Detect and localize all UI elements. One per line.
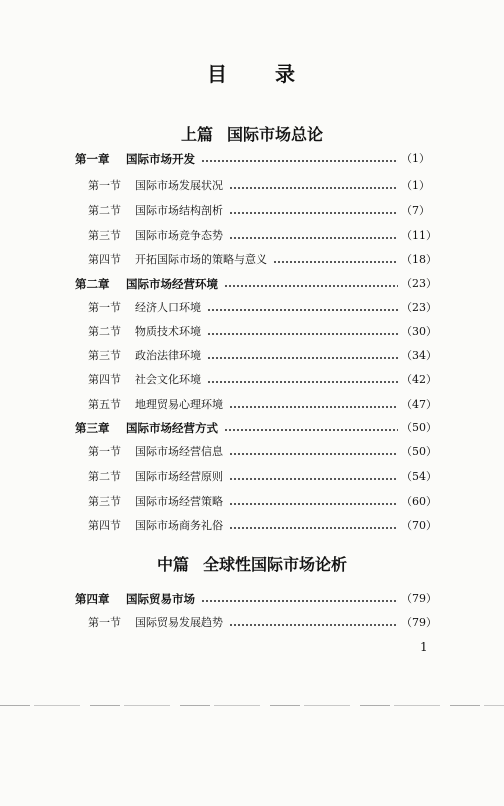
part-label: 中篇 — [156, 555, 189, 574]
page-title-right: 录 — [275, 62, 297, 86]
entry-number: 第一节 — [88, 445, 121, 458]
entry-page: （42） — [401, 373, 437, 386]
entry-title: 国际市场经营方式 — [126, 421, 218, 435]
toc-section-row[interactable] — [88, 443, 441, 461]
toc-section-row[interactable] — [88, 299, 441, 317]
page-title-left: 目 — [207, 62, 229, 86]
entry-number: 第一章 — [75, 152, 110, 166]
entry-page: （1） — [401, 179, 430, 192]
entry-title: 国际市场商务礼俗 — [135, 519, 223, 532]
toc-section-row[interactable] — [88, 493, 441, 511]
toc-section-row[interactable] — [88, 614, 441, 632]
part-title: 国际市场总论 — [227, 125, 324, 144]
toc-chapter-row[interactable] — [75, 590, 441, 608]
leader-dots — [201, 160, 398, 162]
entry-page: （79） — [401, 616, 437, 629]
entry-number: 第四节 — [88, 373, 121, 386]
entry-page: （50） — [401, 445, 437, 458]
toc-chapter-row[interactable] — [75, 275, 441, 293]
leader-dots — [273, 261, 398, 263]
entry-page: （47） — [401, 398, 437, 411]
entry-number: 第三节 — [88, 229, 121, 242]
leader-dots — [207, 357, 398, 359]
entry-page: （1） — [401, 152, 430, 165]
entry-page: （54） — [401, 470, 437, 483]
toc-section-row[interactable] — [88, 371, 441, 389]
toc-section-row[interactable] — [88, 468, 441, 486]
entry-page: （34） — [401, 349, 437, 362]
part-label: 上篇 — [180, 125, 213, 144]
entry-page: （70） — [401, 519, 437, 532]
leader-dots — [229, 212, 398, 214]
entry-title: 物质技术环境 — [135, 325, 201, 338]
entry-title: 国际市场开发 — [126, 152, 195, 166]
leader-dots — [201, 600, 398, 602]
entry-title: 地理贸易心理环境 — [135, 398, 223, 411]
entry-title: 社会文化环境 — [135, 373, 201, 386]
entry-title: 政治法律环境 — [135, 349, 201, 362]
entry-page: （18） — [401, 253, 437, 266]
entry-page: （50） — [401, 421, 437, 434]
entry-number: 第一节 — [88, 616, 121, 629]
part-title: 全球性国际市场论析 — [203, 555, 348, 574]
scan-artifact-line — [0, 705, 504, 706]
toc-section-row[interactable] — [88, 251, 441, 269]
toc-section-row[interactable] — [88, 347, 441, 365]
part-heading-upper — [0, 122, 504, 145]
entry-number: 第二节 — [88, 204, 121, 217]
entry-title: 国际市场经营策略 — [135, 495, 223, 508]
entry-number: 第一节 — [88, 179, 121, 192]
page-title — [0, 58, 504, 87]
entry-page: （60） — [401, 495, 437, 508]
entry-page: （23） — [401, 277, 437, 290]
entry-page: （79） — [401, 592, 437, 605]
entry-number: 第三节 — [88, 349, 121, 362]
entry-number: 第四章 — [75, 592, 110, 606]
leader-dots — [224, 429, 398, 431]
entry-page: （30） — [401, 325, 437, 338]
leader-dots — [224, 285, 398, 287]
toc-section-row[interactable] — [88, 177, 441, 195]
entry-number: 第四节 — [88, 253, 121, 266]
leader-dots — [229, 406, 398, 408]
toc-chapter-row[interactable] — [75, 150, 441, 168]
entry-title: 国际市场经营原则 — [135, 470, 223, 483]
entry-page: （23） — [401, 301, 437, 314]
toc-chapter-row[interactable] — [75, 419, 441, 437]
entry-title: 国际市场经营环境 — [126, 277, 218, 291]
page-number: 1 — [420, 640, 428, 654]
entry-page: （11） — [401, 229, 437, 242]
entry-number: 第二节 — [88, 325, 121, 338]
entry-number: 第二章 — [75, 277, 110, 291]
toc-section-row[interactable] — [88, 323, 441, 341]
leader-dots — [229, 503, 398, 505]
leader-dots — [229, 453, 398, 455]
toc-section-row[interactable] — [88, 227, 441, 245]
entry-title: 国际市场经营信息 — [135, 445, 223, 458]
leader-dots — [207, 333, 398, 335]
entry-number: 第五节 — [88, 398, 121, 411]
entry-page: （7） — [401, 204, 430, 217]
entry-title: 国际贸易市场 — [126, 592, 195, 606]
entry-title: 经济人口环境 — [135, 301, 201, 314]
entry-number: 第四节 — [88, 519, 121, 532]
entry-title: 国际市场竞争态势 — [135, 229, 223, 242]
toc-section-row[interactable] — [88, 202, 441, 220]
leader-dots — [229, 478, 398, 480]
part-heading-middle — [0, 552, 504, 575]
entry-number: 第二节 — [88, 470, 121, 483]
entry-number: 第三节 — [88, 495, 121, 508]
leader-dots — [229, 527, 398, 529]
leader-dots — [229, 187, 398, 189]
leader-dots — [229, 624, 398, 626]
entry-title: 国际市场发展状况 — [135, 179, 223, 192]
entry-number: 第一节 — [88, 301, 121, 314]
toc-section-row[interactable] — [88, 396, 441, 414]
leader-dots — [207, 381, 398, 383]
entry-title: 开拓国际市场的策略与意义 — [135, 253, 267, 266]
entry-title: 国际市场结构剖析 — [135, 204, 223, 217]
entry-number: 第三章 — [75, 421, 110, 435]
toc-section-row[interactable] — [88, 517, 441, 535]
leader-dots — [229, 237, 398, 239]
leader-dots — [207, 309, 398, 311]
entry-title: 国际贸易发展趋势 — [135, 616, 223, 629]
